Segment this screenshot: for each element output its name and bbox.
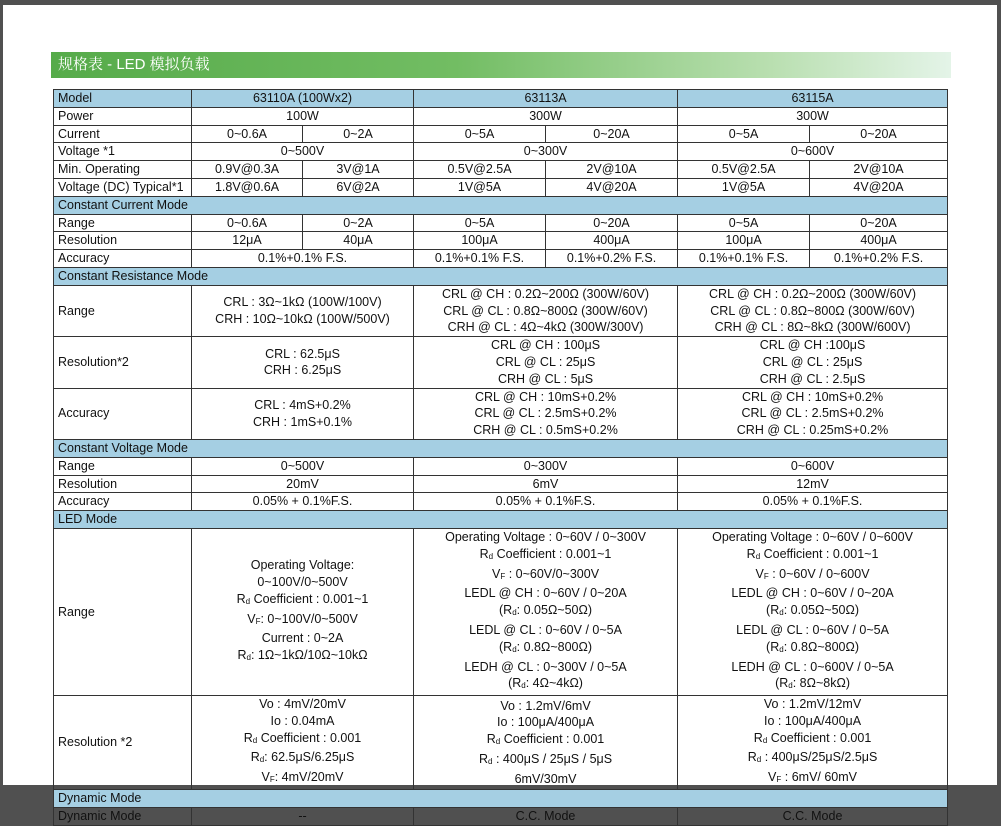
line-text: : 6mV/ 60mV <box>781 770 858 785</box>
line-text: : 4Ω~4kΩ) <box>525 676 583 691</box>
cell-line: CRH @ CL : 5μS <box>497 371 594 386</box>
symbol-r: R <box>479 546 489 561</box>
cell-line <box>195 591 410 611</box>
cell: 100W <box>192 107 414 125</box>
cell-line: CRL @ CH : 10mS+0.2% <box>741 389 884 404</box>
cell <box>678 285 948 336</box>
cell: 0~300V <box>414 143 678 161</box>
cell <box>414 696 678 790</box>
cell <box>192 528 414 695</box>
symbol-r: R <box>486 732 496 747</box>
cell-line <box>681 675 944 695</box>
cell: 400μA <box>810 232 948 250</box>
cell-line: Vo : 4mV/20mV <box>259 697 346 712</box>
section-title: Constant Current Mode <box>54 196 948 214</box>
cell: 0~0.6A <box>192 214 303 232</box>
cell: 0~600V <box>678 457 948 475</box>
cell-line: Operating Voltage : 0~60V / 0~300V <box>445 529 646 544</box>
cell: 4V@20A <box>810 178 948 196</box>
table-row <box>54 285 948 336</box>
table-row <box>54 457 948 475</box>
table-row <box>54 696 948 790</box>
section-header-cv <box>54 439 948 457</box>
cell: 0~5A <box>678 214 810 232</box>
cell-line: CRL @ CH : 0.2Ω~200Ω (300W/60V) <box>442 286 650 301</box>
cell-line: CRH @ CL : 8Ω~8kΩ (300W/600V) <box>714 320 911 335</box>
cell <box>414 337 678 388</box>
section-title: LED Mode <box>54 511 948 529</box>
cell-line <box>417 731 674 751</box>
section-header-cc <box>54 196 948 214</box>
cell-line: LEDH @ CL : 0~300V / 0~5A <box>464 659 627 674</box>
cell: 2V@10A <box>810 161 948 179</box>
cell-line: CRL @ CH :100μS <box>759 338 866 353</box>
cell: 0~5A <box>414 214 546 232</box>
cell: 0~0.6A <box>192 125 303 143</box>
cell: 0~2A <box>303 125 414 143</box>
cell-line: CRL @ CL : 0.8Ω~800Ω (300W/60V) <box>710 303 915 318</box>
cell-line: CRL : 62.5μS <box>265 346 340 361</box>
cell-line: Vo : 1.2mV/12mV <box>763 697 862 712</box>
cell-line <box>681 546 944 566</box>
cell: 0~500V <box>192 457 414 475</box>
cell: 0.9V@0.3A <box>192 161 303 179</box>
cell-line: CRL @ CH : 10mS+0.2% <box>474 389 617 404</box>
section-title: Constant Voltage Mode <box>54 439 948 457</box>
line-text: : 0~60V / 0~600V <box>768 566 870 581</box>
cell-line: CRH @ CL : 4Ω~4kΩ (300W/300V) <box>447 320 644 335</box>
symbol-r: R <box>243 730 253 745</box>
subscript: F <box>763 571 769 581</box>
table-row <box>54 528 948 695</box>
row-label: Current <box>54 125 192 143</box>
subscript: F <box>255 616 261 626</box>
cell <box>678 528 948 695</box>
cell: 0~20A <box>546 125 678 143</box>
cell: 300W <box>678 107 948 125</box>
row-label: Dynamic Mode <box>54 807 192 825</box>
cell: 1V@5A <box>414 178 546 196</box>
cell: 100μA <box>678 232 810 250</box>
symbol-r: R <box>753 730 763 745</box>
symbol-r: (R <box>499 639 513 654</box>
row-label: Range <box>54 457 192 475</box>
cell-line: CRL @ CH : 100μS <box>491 338 601 353</box>
cell: 40μA <box>303 232 414 250</box>
cell: 1V@5A <box>678 178 810 196</box>
subscript: d <box>245 596 251 606</box>
cell-line: CRH @ CL : 0.5mS+0.2% <box>473 423 618 438</box>
subscript: d <box>246 653 251 663</box>
cell: 0.1%+0.1% F.S. <box>414 250 546 268</box>
section-banner: 规格表 - LED 模拟负载 <box>51 52 951 78</box>
subscript: d <box>512 644 517 654</box>
line-text: : 0.8Ω~800Ω) <box>783 639 860 654</box>
subscript: F <box>500 571 506 581</box>
symbol-v: V <box>261 770 270 785</box>
cell-line <box>195 647 410 667</box>
cell-line: LEDL @ CL : 0~60V / 0~5A <box>469 622 622 637</box>
cell: 0.05% + 0.1%F.S. <box>678 493 948 511</box>
symbol-r: R <box>236 591 246 606</box>
subscript: d <box>495 737 501 747</box>
cell: 6mV <box>414 475 678 493</box>
line-text: : 0.8Ω~800Ω) <box>516 639 593 654</box>
line-text: : 0~60V/0~300V <box>505 566 600 581</box>
cell: 6V@2A <box>303 178 414 196</box>
cell-line: CRL : 4mS+0.2% <box>254 397 351 412</box>
cell <box>414 285 678 336</box>
cell-line <box>417 602 674 622</box>
row-label: Voltage *1 <box>54 143 192 161</box>
table-row <box>54 475 948 493</box>
row-label: Voltage (DC) Typical*1 <box>54 178 192 196</box>
cell-line <box>681 566 944 586</box>
cell-line: Vo : 1.2mV/6mV <box>500 698 591 713</box>
cell-line <box>195 611 410 631</box>
cell: C.C. Mode <box>414 807 678 825</box>
cell-line <box>681 769 944 789</box>
cell-line: LEDL @ CL : 0~60V / 0~5A <box>736 622 889 637</box>
line-text: Coefficient : 0.001 <box>257 730 362 745</box>
row-label: Power <box>54 107 192 125</box>
line-text: : 0.05Ω~50Ω) <box>516 603 593 618</box>
model-63110a: 63110A (100Wx2) <box>192 90 414 108</box>
subscript: d <box>779 644 784 654</box>
row-label: Resolution*2 <box>54 337 192 388</box>
cell: 0.05% + 0.1%F.S. <box>414 493 678 511</box>
line-text: : 1Ω~1kΩ/10Ω~10kΩ <box>250 648 368 663</box>
table-row <box>54 161 948 179</box>
table-row <box>54 178 948 196</box>
cell: 12mV <box>678 475 948 493</box>
cell: 0~20A <box>810 214 948 232</box>
cell-line: 0~100V/0~500V <box>257 574 348 589</box>
cell-line: CRH @ CL : 0.25mS+0.2% <box>736 423 889 438</box>
line-text: Coefficient : 0.001 <box>767 730 872 745</box>
subscript: d <box>259 755 265 765</box>
symbol-v: V <box>768 770 777 785</box>
row-label: Accuracy <box>54 493 192 511</box>
cell-line: CRH @ CL : 2.5μS <box>759 371 866 386</box>
symbol-r: (R <box>766 603 780 618</box>
cell: 0.1%+0.1% F.S. <box>678 250 810 268</box>
cell: 0.05% + 0.1%F.S. <box>192 493 414 511</box>
cell <box>414 528 678 695</box>
line-text: : 4mV/20mV <box>274 770 344 785</box>
cell <box>678 337 948 388</box>
row-label: Range <box>54 214 192 232</box>
cell: 3V@1A <box>303 161 414 179</box>
cell-line: CRL @ CL : 2.5mS+0.2% <box>474 406 617 421</box>
model-63115a: 63115A <box>678 90 948 108</box>
symbol-r: R <box>746 546 756 561</box>
symbol-r: (R <box>766 639 780 654</box>
cell: 0~300V <box>414 457 678 475</box>
cell-line <box>417 639 674 659</box>
table-row <box>54 125 948 143</box>
cell: 0~2A <box>303 214 414 232</box>
line-text: : 0.05Ω~50Ω) <box>783 603 860 618</box>
cell-line <box>195 749 410 769</box>
cell: 0.1%+0.1% F.S. <box>192 250 414 268</box>
cell: 0.1%+0.2% F.S. <box>810 250 948 268</box>
cell: 0~600V <box>678 143 948 161</box>
section-header-dynamic <box>54 790 948 808</box>
symbol-r: R <box>747 750 757 765</box>
row-label: Accuracy <box>54 250 192 268</box>
cell-line: CRL : 3Ω~1kΩ (100W/100V) <box>223 295 382 310</box>
subscript: d <box>762 735 768 745</box>
cell: 0.1%+0.2% F.S. <box>546 250 678 268</box>
symbol-r: R <box>250 750 260 765</box>
line-text: Coefficient : 0.001~1 <box>493 546 612 561</box>
cell-line: Operating Voltage : 0~60V / 0~600V <box>712 529 913 544</box>
cell: 0~500V <box>192 143 414 161</box>
cell-line: Io : 100μA/400μA <box>763 713 862 728</box>
row-label: Resolution <box>54 475 192 493</box>
subscript: d <box>252 735 258 745</box>
cell-line: CRL @ CL : 25μS <box>495 354 596 369</box>
row-label: Resolution <box>54 232 192 250</box>
cell <box>678 696 948 790</box>
cell <box>192 285 414 336</box>
row-label: Accuracy <box>54 388 192 439</box>
symbol-v: V <box>247 611 256 626</box>
header-label: Model <box>54 90 192 108</box>
cell-line <box>681 602 944 622</box>
section-title: Dynamic Mode <box>54 790 948 808</box>
cell: 4V@20A <box>546 178 678 196</box>
cell-line: CRL @ CL : 0.8Ω~800Ω (300W/60V) <box>443 303 648 318</box>
cell-line: Current : 0~2A <box>261 631 344 646</box>
cell-line: CRL @ CL : 25μS <box>762 354 863 369</box>
subscript: F <box>776 775 782 785</box>
table-row <box>54 337 948 388</box>
cell-line: Io : 100μA/400μA <box>496 715 595 730</box>
row-label: Min. Operating <box>54 161 192 179</box>
cell-line: CRL @ CL : 2.5mS+0.2% <box>741 406 884 421</box>
cell-line: LEDL @ CH : 0~60V / 0~20A <box>464 586 627 601</box>
cell-line: CRH : 6.25μS <box>263 363 342 378</box>
cell: 0.5V@2.5A <box>414 161 546 179</box>
cell: 400μA <box>546 232 678 250</box>
cell: 0~5A <box>678 125 810 143</box>
model-63113a: 63113A <box>414 90 678 108</box>
table-row <box>54 493 948 511</box>
cell-line <box>681 639 944 659</box>
table-row <box>54 107 948 125</box>
table-row <box>54 214 948 232</box>
line-text: Coefficient : 0.001 <box>500 732 605 747</box>
cell <box>414 388 678 439</box>
subscript: F <box>269 775 275 785</box>
table-row <box>54 143 948 161</box>
row-label: Range <box>54 285 192 336</box>
cell-line <box>417 546 674 566</box>
table-row <box>54 250 948 268</box>
section-header-led <box>54 511 948 529</box>
table-row <box>54 232 948 250</box>
symbol-r: (R <box>499 603 513 618</box>
cell-line: Io : 0.04mA <box>270 713 335 728</box>
cell-line: LEDL @ CH : 0~60V / 0~20A <box>731 586 894 601</box>
line-text: : 400μS/25μS/2.5μS <box>761 750 878 765</box>
cell-line: CRH : 1mS+0.1% <box>253 414 352 429</box>
cell-line: CRL @ CH : 0.2Ω~200Ω (300W/60V) <box>709 286 917 301</box>
symbol-v: V <box>491 566 501 581</box>
cell: 12μA <box>192 232 303 250</box>
subscript: d <box>756 755 762 765</box>
cell-line: 6mV/30mV <box>514 771 577 786</box>
cell-line <box>681 749 944 769</box>
cell: 20mV <box>192 475 414 493</box>
symbol-r: (R <box>775 676 789 691</box>
subscript: d <box>488 551 494 561</box>
subscript: d <box>755 551 761 561</box>
spec-table <box>53 89 948 826</box>
cell <box>192 337 414 388</box>
subscript: d <box>488 756 493 766</box>
symbol-r: R <box>237 648 247 663</box>
cell <box>192 696 414 790</box>
table-row <box>54 388 948 439</box>
cell: 0.5V@2.5A <box>678 161 810 179</box>
line-text: : 0~100V/0~500V <box>260 611 358 626</box>
cell-line <box>195 730 410 750</box>
line-text: : 8Ω~8kΩ) <box>792 676 850 691</box>
cell: 0~20A <box>546 214 678 232</box>
cell-line: CRH : 10Ω~10kΩ (100W/500V) <box>215 311 390 326</box>
cell: C.C. Mode <box>678 807 948 825</box>
subscript: d <box>512 608 517 618</box>
subscript: d <box>521 681 526 691</box>
cell <box>192 388 414 439</box>
line-text: Coefficient : 0.001~1 <box>760 546 879 561</box>
cell: 100μA <box>414 232 546 250</box>
cell: 300W <box>414 107 678 125</box>
cell-line: LEDH @ CL : 0~600V / 0~5A <box>731 659 894 674</box>
table-row <box>54 807 948 825</box>
row-label: Resolution *2 <box>54 696 192 790</box>
subscript: d <box>788 681 793 691</box>
line-text: : 62.5μS/6.25μS <box>264 750 355 765</box>
symbol-r: (R <box>508 676 522 691</box>
cell: -- <box>192 807 414 825</box>
cell: 1.8V@0.6A <box>192 178 303 196</box>
cell: 0~5A <box>414 125 546 143</box>
symbol-r: R <box>478 751 489 766</box>
cell <box>678 388 948 439</box>
row-label: Range <box>54 528 192 695</box>
cell: 0~20A <box>810 125 948 143</box>
cell-line <box>195 769 410 789</box>
line-text: Coefficient : 0.001~1 <box>250 591 369 606</box>
section-title: Constant Resistance Mode <box>54 267 948 285</box>
cell-line <box>417 566 674 586</box>
document-page <box>3 5 997 823</box>
cell-line <box>417 675 674 695</box>
line-text: : 400μS / 25μS / 5μS <box>492 751 613 766</box>
section-header-cr <box>54 267 948 285</box>
subscript: d <box>779 608 784 618</box>
cell: 2V@10A <box>546 161 678 179</box>
symbol-v: V <box>755 566 764 581</box>
cell-line <box>681 730 944 750</box>
cell-line <box>417 751 674 771</box>
cell-line: Operating Voltage: <box>250 558 355 573</box>
table-header-row <box>54 90 948 108</box>
